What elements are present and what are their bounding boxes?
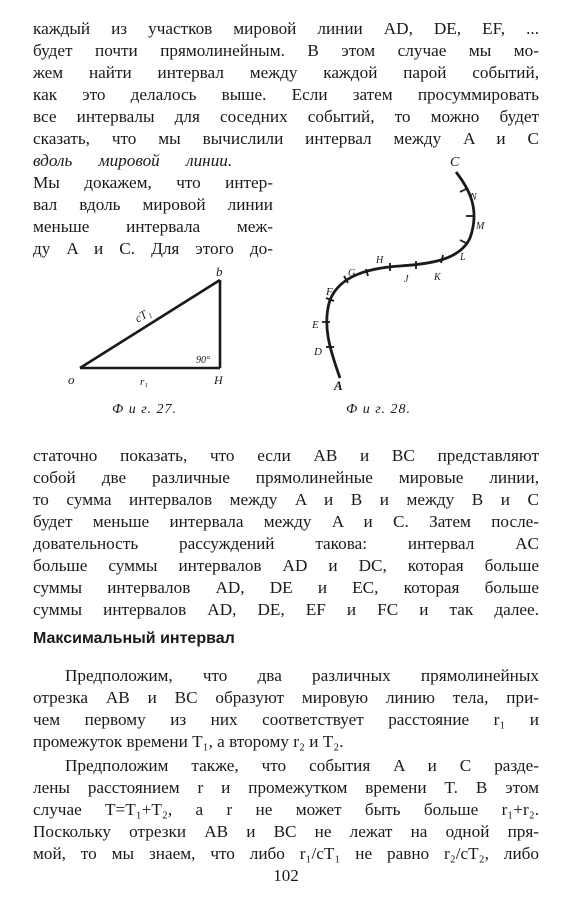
text-line: как это делалось выше. Если затем просуммировать [33,85,539,104]
text-line: все интервалы для соседних событий, то можно будет [33,107,539,126]
label-r1: r₁ [140,376,149,388]
text-line: лены расстоянием r и промежутком времени T. В этом [33,778,539,797]
text-line: промежуток времени T₁, а второму r₂ и T₂. [33,732,344,751]
point-n: N [470,192,477,203]
text-line: каждый из участков мировой линии AD, DE, EF, ... [33,19,539,38]
text-line: суммы интервалов AD, DE, EF и FC и так далее. [33,600,539,619]
point-a: A [334,378,343,393]
text-line: жем найти интервал между каждой парой событий, [33,63,539,82]
figure-28 [300,150,500,400]
figure-27-caption: Ф и г. 27. [112,402,178,417]
text-line: вдоль мировой линии. [33,151,233,170]
point-l: L [460,252,466,263]
text-line: ду A и C. Для этого до- [33,239,273,258]
point-g: G [348,268,356,279]
page-number: 102 [273,866,299,885]
text-line: то сумма интервалов между A и B и между B и C [33,490,539,509]
text-line: меньше интервала меж- [33,217,273,236]
text-line: Поскольку отрезки AB и BC не лежат на одной пря- [33,822,539,841]
text-line: довательность рассуждений такова: интервал AC [33,534,539,553]
text-line: суммы интервалов AD, DE и EC, которая больше [33,578,539,597]
text-line: чем первому из них соответствует расстояние r₁ и [33,710,539,729]
label-b: b [216,264,223,279]
figure-27 [60,260,250,390]
text-line: вал вдоль мировой линии [33,195,273,214]
point-k: K [434,272,441,283]
label-h: H [214,373,223,387]
figure-28-caption: Ф и г. 28. [346,402,412,417]
text-line: случае T=T₁+T₂, а r не может быть больше r₁+r₂. [33,800,539,819]
point-d: D [314,346,322,358]
text-line: сказать, что мы вычислили интервал между A и C [33,129,539,148]
point-j: J [404,274,409,285]
point-e: E [312,319,319,331]
text-line: мой, то мы знаем, что либо r₁/cT₁ не равно r₂/cT₂, либо [33,844,539,863]
point-f: F [326,286,333,298]
text-line: будет почти прямолинейным. В этом случае мы мо- [33,41,539,60]
section-heading: Максимальный интервал [33,630,235,647]
text-line: статочно показать, что если AB и BC представляют [33,446,539,465]
text-line: Предположим, что два различных прямолинейных [65,666,539,685]
point-c: C [450,155,460,170]
text-line: Предположим также, что события A и C разде- [65,756,539,775]
text-line: собой две различные прямолинейные мировые линии, [33,468,539,487]
label-o: o [68,372,75,387]
text-line: отрезка AB и BC образуют мировую линию тела, при- [33,688,539,707]
label-ct1: cT₁ [132,305,154,326]
text-line: больше суммы интервалов AD и DC, которая больше [33,556,539,575]
text-line: будет меньше интервала между A и C. Затем после- [33,512,539,531]
point-h: H [376,255,384,266]
text-line: Мы докажем, что интер- [33,173,273,192]
point-m: M [476,221,485,232]
label-angle: 90° [196,355,210,366]
